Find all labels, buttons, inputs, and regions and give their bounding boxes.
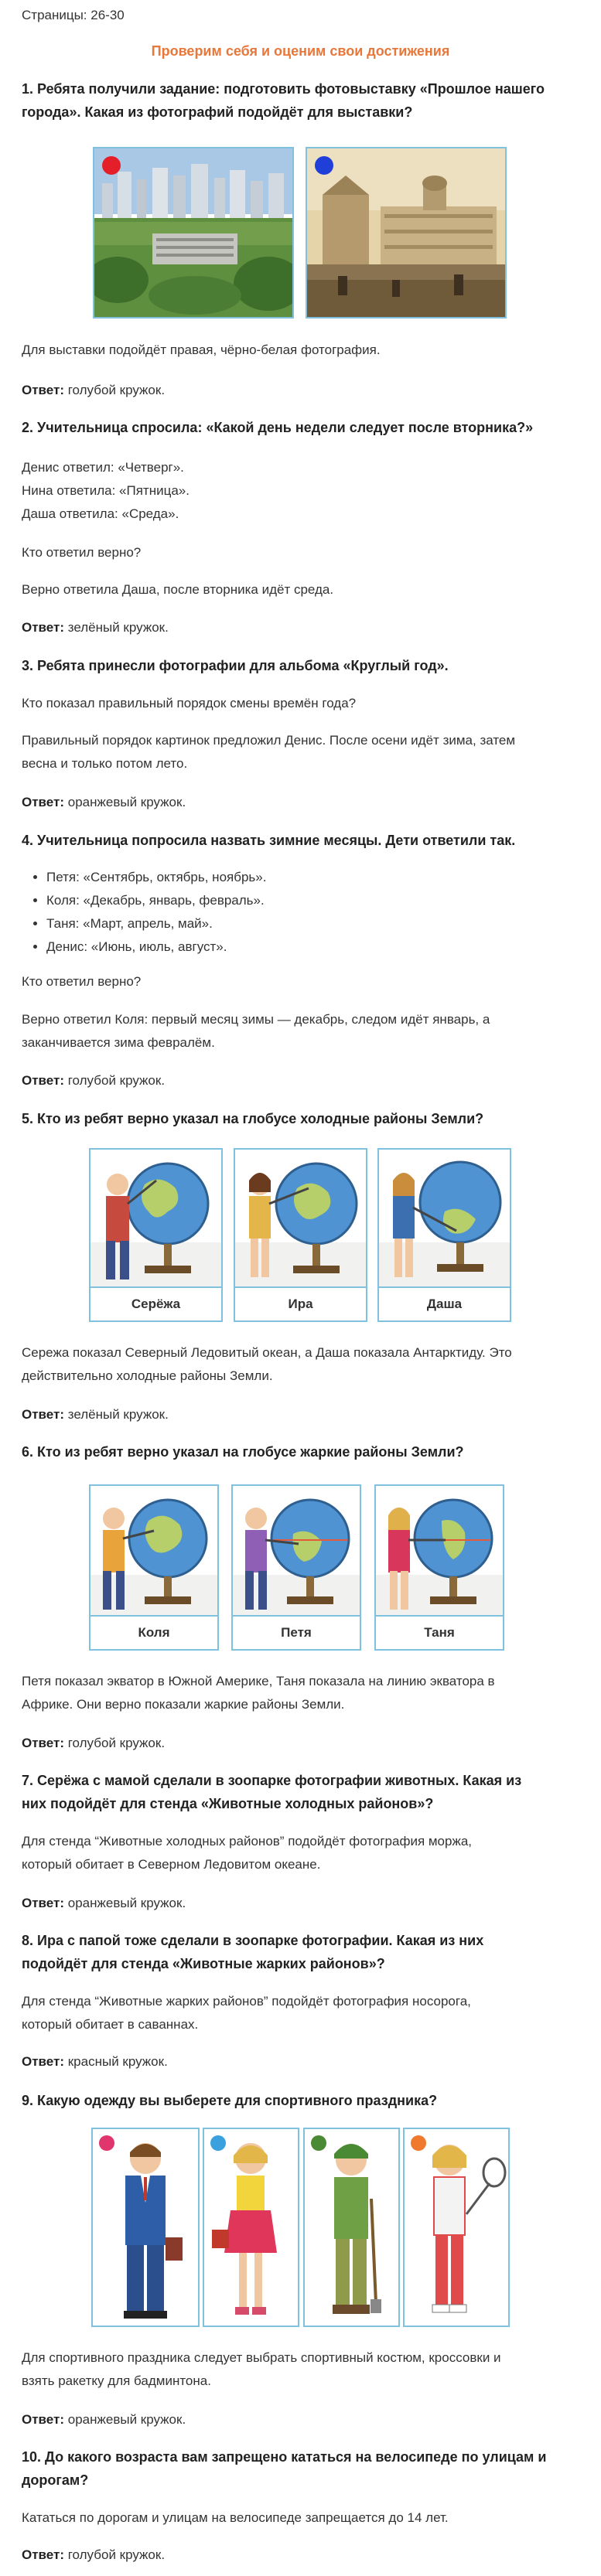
answer-label: Ответ: [22, 1896, 64, 1910]
q6-name-1: Коля [90, 1615, 217, 1649]
q6-card-2 [231, 1484, 361, 1651]
q5-answer-text: зелёный кружок. [67, 1407, 169, 1422]
list-item: • Петя: «Сентябрь, октябрь, ноябрь». [46, 866, 266, 889]
q8-explanation-line2: который обитает в саваннах. [22, 2017, 199, 2032]
q4-explanation-line2: заканчивается зима февралём. [22, 1035, 215, 1050]
q4-answer [22, 1069, 165, 1092]
q6-answer [22, 1732, 165, 1755]
answer-label: Ответ: [22, 1073, 64, 1088]
q7-explanation-line2: который обитает в Северном Ледовитом океане. [22, 1857, 321, 1872]
blue-circle-marker [315, 156, 333, 175]
q5-answer [22, 1403, 169, 1426]
q2-who: Кто ответил верно? [22, 545, 142, 560]
q6-name-2: Петя [233, 1615, 360, 1649]
q9-card-2 [203, 2128, 299, 2327]
q4-explanation-line1: Верно ответил Коля: первый месяц зимы — декабрь, следом идёт январь, а [22, 1012, 490, 1027]
answer-label: Ответ: [22, 2054, 64, 2069]
page-title: Проверим себя и оценим свои достижения [151, 43, 450, 59]
answer-label: Ответ: [22, 2547, 64, 2562]
q8-answer-text: красный кружок. [67, 2054, 168, 2069]
q7-explanation-line1: Для стенда “Животные холодных районов” подойдёт фотография моржа, [22, 1834, 473, 1849]
globe-icon [376, 1486, 503, 1617]
q1-modern-city-photo [93, 147, 294, 319]
q10-question-line1: 10. До какого возраста вам запрещено кататься на велосипеде по улицам и [22, 2449, 547, 2465]
q10-explanation: Кататься по дорогам и улицам на велосипеде запрещается до 14 лет. [22, 2510, 449, 2525]
list-item: • Коля: «Декабрь, январь, февраль». [46, 889, 266, 912]
q8-question-line1: 8. Ира с папой тоже сделали в зоопарке фотографии. Какая из них [22, 1933, 484, 1948]
q8-answer [22, 2050, 168, 2073]
answer-label: Ответ: [22, 1736, 64, 1750]
q8-explanation-line1: Для стенда “Животные жарких районов” подойдёт фотография носорога, [22, 1994, 471, 2009]
q6-explanation-line1: Петя показал экватор в Южной Америке, Таня показала на линию экватора в [22, 1674, 495, 1688]
old-city-illustration [307, 148, 505, 317]
q1-answer [22, 379, 165, 402]
modern-city-illustration [94, 148, 292, 317]
q3-who: Кто показал правильный порядок смены времён года? [22, 696, 357, 710]
pages-label: Страницы: 26-30 [22, 8, 125, 22]
q2-line-3: Даша ответила: «Среда». [22, 506, 179, 521]
q5-card-2 [234, 1148, 367, 1322]
q5-question: 5. Кто из ребят верно указал на глобусе холодные районы Земли? [22, 1111, 484, 1126]
orange-circle-marker [411, 2135, 426, 2151]
green-circle-marker [311, 2135, 326, 2151]
lightblue-circle-marker [210, 2135, 226, 2151]
q3-answer [22, 791, 186, 814]
q1-question-line2: города». Какая из фотографий подойдёт для выставки? [22, 104, 413, 120]
q9-explanation-line2: взять ракетку для бадминтона. [22, 2373, 211, 2388]
answer-label: Ответ: [22, 620, 64, 635]
q6-answer-text: голубой кружок. [67, 1736, 166, 1750]
garden-outfit-figure [305, 2129, 398, 2326]
q5-name-3: Даша [379, 1286, 510, 1320]
q4-answer-text: голубой кружок. [67, 1073, 166, 1088]
q2-answer [22, 616, 169, 639]
q9-answer-text: оранжевый кружок. [67, 2412, 186, 2427]
q2-explanation: Верно ответила Даша, после вторника идёт среда. [22, 582, 334, 597]
q6-question: 6. Кто из ребят верно указал на глобусе жаркие районы Земли? [22, 1444, 464, 1460]
q5-name-1: Серёжа [90, 1286, 221, 1320]
globe-icon [235, 1150, 366, 1289]
globe-icon [90, 1150, 221, 1289]
sports-outfit-figure [405, 2129, 508, 2326]
q9-card-1 [91, 2128, 200, 2327]
q3-answer-text: оранжевый кружок. [67, 795, 186, 809]
q4-answers-list [22, 866, 266, 959]
q10-answer [22, 2544, 165, 2567]
answer-label: Ответ: [22, 383, 64, 397]
q6-card-3 [374, 1484, 504, 1651]
q9-card-4 [403, 2128, 510, 2327]
q4-question: 4. Учительница попросила назвать зимние месяцы. Дети ответили так. [22, 833, 516, 848]
q9-question: 9. Какую одежду вы выберете для спортивного праздника? [22, 2093, 438, 2108]
q1-answer-text: голубой кружок. [67, 383, 166, 397]
q2-line-2: Нина ответила: «Пятница». [22, 483, 190, 498]
q6-card-1 [89, 1484, 219, 1651]
q1-question-line1: 1. Ребята получили задание: подготовить фотовыставку «Прошлое нашего [22, 81, 545, 97]
list-item: • Денис: «Июнь, июль, август». [46, 935, 266, 959]
q9-card-3 [303, 2128, 400, 2327]
answer-label: Ответ: [22, 1407, 64, 1422]
q2-answer-text: зелёный кружок. [67, 620, 169, 635]
q7-question-line1: 7. Серёжа с мамой сделали в зоопарке фотографии животных. Какая из [22, 1773, 522, 1788]
q6-name-3: Таня [376, 1615, 503, 1649]
q1-explanation: Для выставки подойдёт правая, чёрно-белая фотография. [22, 342, 381, 357]
q4-who: Кто ответил верно? [22, 974, 142, 989]
red-circle-marker [102, 156, 121, 175]
q5-explanation-line2: действительно холодные районы Земли. [22, 1368, 273, 1383]
q5-explanation-line1: Сережа показал Северный Ледовитый океан, а Даша показала Антарктиду. Это [22, 1345, 512, 1360]
q5-card-3 [377, 1148, 511, 1322]
list-item: • Таня: «Март, апрель, май». [46, 912, 266, 935]
answer-label: Ответ: [22, 2412, 64, 2427]
q8-question-line2: подойдёт для стенда «Животные жарких районов»? [22, 1956, 385, 1971]
q3-explanation-line2: весна и только потом лето. [22, 756, 188, 771]
q1-old-city-photo [306, 147, 507, 319]
q3-explanation-line1: Правильный порядок картинок предложил Денис. После осени идёт зима, затем [22, 733, 516, 748]
formal-suit-figure [93, 2129, 198, 2326]
q9-answer [22, 2408, 186, 2431]
q5-card-1 [89, 1148, 223, 1322]
q7-question-line2: них подойдёт для стенда «Животные холодных районов»? [22, 1796, 434, 1811]
q9-explanation-line1: Для спортивного праздника следует выбрать спортивный костюм, кроссовки и [22, 2350, 501, 2365]
q6-explanation-line2: Африке. Они верно показали жаркие районы Земли. [22, 1697, 345, 1712]
globe-icon [379, 1150, 510, 1289]
globe-icon [233, 1486, 360, 1617]
summer-dress-figure [204, 2129, 298, 2326]
q5-name-2: Ира [235, 1286, 366, 1320]
globe-icon [90, 1486, 217, 1617]
answer-label: Ответ: [22, 795, 64, 809]
pink-circle-marker [99, 2135, 114, 2151]
q2-question: 2. Учительница спросила: «Какой день недели следует после вторника?» [22, 420, 534, 435]
q10-answer-text: голубой кружок. [67, 2547, 166, 2562]
q10-question-line2: дорогам? [22, 2472, 89, 2488]
q3-question: 3. Ребята принесли фотографии для альбома «Круглый год». [22, 658, 449, 673]
q7-answer-text: оранжевый кружок. [67, 1896, 186, 1910]
q7-answer [22, 1892, 186, 1915]
q2-line-1: Денис ответил: «Четверг». [22, 460, 184, 475]
